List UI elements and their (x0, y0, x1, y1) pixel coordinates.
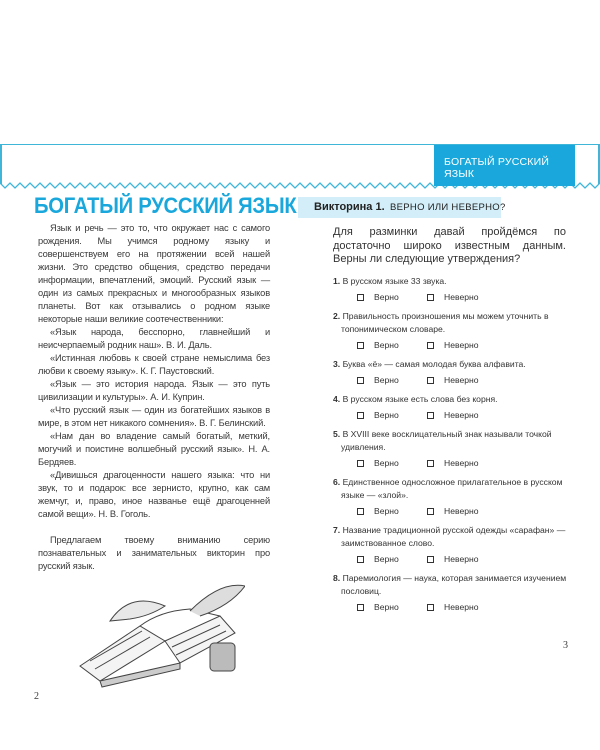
option-true[interactable] (357, 291, 427, 304)
checkbox-true[interactable] (357, 342, 364, 349)
option-false[interactable] (427, 457, 497, 470)
paragraph: Язык и речь — это то, что окружает нас с самого рождения. Мы учимся родному языку и совершенствуем его на протяжении всей нашей жизни. Это средство общения, средство передачи информации, впечатлений, эмоций. Русский язык — один из самых прекрасных и многообразных языков планеты. Вот как отзывались о родном языке некоторые наши великие соотечественники: (38, 223, 270, 324)
quiz-question (333, 275, 568, 304)
option-false[interactable] (427, 374, 497, 387)
quiz-question (333, 572, 568, 614)
quote: «Истинная любовь к своей стране немыслима без любви к своему языку». К. Г. Паустовский. (38, 353, 270, 376)
option-label: Верно (374, 505, 399, 516)
option-label: Неверно (444, 553, 479, 564)
quiz-question (333, 476, 568, 518)
question-number: 1. (333, 275, 341, 286)
option-label: Верно (374, 601, 399, 612)
quiz-questions (333, 275, 568, 620)
left-page (34, 192, 297, 703)
option-false[interactable] (427, 409, 497, 422)
question-statement: Название традиционной русской одежды «сарафан» — заимствованное слово. (341, 524, 566, 548)
option-false[interactable] (427, 339, 497, 352)
option-label: Неверно (444, 409, 479, 420)
question-number: 7. (333, 524, 341, 535)
quiz-title: ВЕРНО ИЛИ НЕВЕРНО? (390, 202, 506, 213)
checkbox-false[interactable] (427, 412, 434, 419)
quote: «Нам дан во владение самый богатый, меткий, могучий и поистине волшебный русский язык». Н. А. Бердяев. (38, 431, 270, 467)
question-statement: В XVIII веке восклицательный знак называли точкой удивления. (341, 428, 552, 452)
checkbox-true[interactable] (357, 460, 364, 467)
left-body-text (38, 222, 270, 573)
question-number: 4. (333, 393, 341, 404)
option-false[interactable] (427, 505, 497, 518)
option-label: Верно (374, 339, 399, 350)
question-statement: Паремиология — наука, которая занимается изучением пословиц. (341, 572, 567, 596)
option-label: Неверно (444, 505, 479, 516)
question-text (333, 476, 568, 502)
option-label: Верно (374, 291, 399, 302)
option-true[interactable] (357, 553, 427, 566)
section-tab (434, 145, 575, 186)
question-text (333, 310, 568, 336)
option-label: Неверно (444, 374, 479, 385)
checkbox-true[interactable] (357, 604, 364, 611)
quote: «Что русский язык — один из богатейших языков в мире, в этом нет никакого сомнения». В. Г. Белинский. (38, 405, 270, 428)
quiz-intro: Для разминки давай пройдёмся по достаточно широко известным данным. Верны ли следующие утверждения? (333, 226, 566, 265)
option-label: Неверно (444, 291, 479, 302)
quiz-label: Викторина 1. (314, 201, 385, 213)
checkbox-false[interactable] (427, 294, 434, 301)
question-number: 5. (333, 428, 341, 439)
paragraph: Предлагаем твоему вниманию серию познавательных и занимательных викторин про русский язык. (38, 535, 270, 571)
option-label: Верно (374, 409, 399, 420)
option-label: Неверно (444, 457, 479, 468)
question-text (333, 358, 568, 371)
option-true[interactable] (357, 457, 427, 470)
question-statement: Единственное односложное прилагательное в русском языке — «злой». (341, 476, 563, 500)
page-title: БОГАТЫЙ РУССКИЙ ЯЗЫК (34, 193, 297, 218)
quiz-question (333, 428, 568, 470)
question-number: 3. (333, 358, 341, 369)
option-label: Верно (374, 374, 399, 385)
option-false[interactable] (427, 553, 497, 566)
page-number: 3 (563, 639, 568, 651)
question-statement: Правильность произношения мы можем уточнить в топонимическом словаре. (341, 310, 549, 334)
option-true[interactable] (357, 339, 427, 352)
question-number: 8. (333, 572, 341, 583)
checkbox-true[interactable] (357, 377, 364, 384)
question-number: 2. (333, 310, 341, 321)
checkbox-true[interactable] (357, 556, 364, 563)
quiz-question (333, 358, 568, 387)
checkbox-false[interactable] (427, 556, 434, 563)
checkbox-false[interactable] (427, 377, 434, 384)
question-text (333, 428, 568, 454)
option-label: Верно (374, 457, 399, 468)
question-text (333, 572, 568, 598)
question-text (333, 275, 568, 288)
question-statement: Буква «ё» — самая молодая буква алфавита. (342, 358, 526, 369)
checkbox-true[interactable] (357, 412, 364, 419)
checkbox-false[interactable] (427, 508, 434, 515)
book-quill-illustration (70, 581, 245, 689)
option-false[interactable] (427, 291, 497, 304)
question-text (333, 524, 568, 550)
quiz-question (333, 524, 568, 566)
checkbox-false[interactable] (427, 460, 434, 467)
quote: «Язык народа, бесспорно, главнейший и неисчерпаемый родник наш». В. И. Даль. (38, 327, 270, 350)
question-number: 6. (333, 476, 341, 487)
option-true[interactable] (357, 374, 427, 387)
checkbox-true[interactable] (357, 508, 364, 515)
quiz-header (298, 197, 506, 218)
checkbox-true[interactable] (357, 294, 364, 301)
quote: «Дивишься драгоценности нашего языка: что ни звук, то и подарок: все зернисто, крупно, как сам жемчуг, и, право, иное названье ещё драгоценней самой вещи». Н. В. Гоголь. (38, 470, 270, 519)
option-label: Верно (374, 553, 399, 564)
option-true[interactable] (357, 409, 427, 422)
quiz-question (333, 310, 568, 352)
quiz-question (333, 393, 568, 422)
page-number: 2 (34, 691, 39, 702)
option-label: Неверно (444, 339, 479, 350)
quote: «Язык — это история народа. Язык — это путь цивилизации и культуры». А. И. Куприн. (38, 379, 270, 402)
option-true[interactable] (357, 505, 427, 518)
question-statement: В русском языке 33 звука. (342, 275, 447, 286)
question-text (333, 393, 568, 406)
question-statement: В русском языке есть слова без корня. (342, 393, 498, 404)
checkbox-false[interactable] (427, 604, 434, 611)
right-page (298, 197, 568, 652)
frame-edge (0, 144, 2, 184)
option-true[interactable] (357, 601, 427, 614)
checkbox-false[interactable] (427, 342, 434, 349)
option-false[interactable] (427, 601, 497, 614)
section-tab-label: БОГАТЫЙ РУССКИЙ ЯЗЫК (444, 156, 550, 180)
option-label: Неверно (444, 601, 479, 612)
